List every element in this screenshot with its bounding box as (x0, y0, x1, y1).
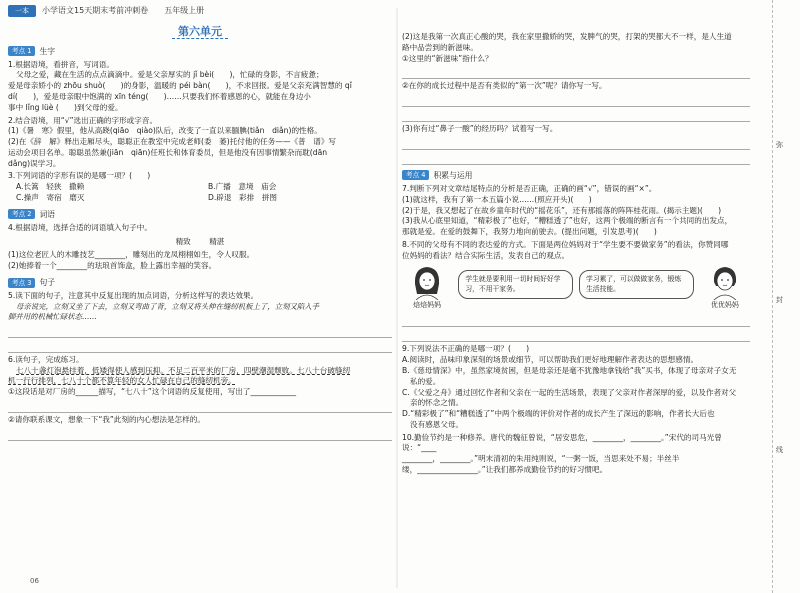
question-title: 2.结合语境，用“√”选出正确的字形或字音。 (8, 115, 158, 125)
person-right (700, 264, 750, 311)
option-c: C.《父爱之舟》通过回忆作者和父亲在一起的生活场景，表现了父亲对作者深厚的爱，以及作者对父 (402, 387, 737, 397)
question-text: ________，________。”明末清初的朱用纯则说，“一粥一饭，当思来处不易；半丝半 (402, 454, 680, 464)
question-title: 9.下列说法不正确的是哪一项？( ) (402, 344, 530, 354)
question-text: 位妈妈的看法？结合实际生活，发表自己的观点。 (402, 250, 570, 260)
answer-line[interactable] (402, 152, 750, 165)
option-a: A.长篙 轻狭 撒赖 (16, 182, 85, 192)
question-text: (3)我从心底里知道，“精彩极了”也好，“糟糕透了”也好，这两个极端的断言有一个共同的出发点， (402, 216, 733, 226)
speech-bubble: 学生就是要利用一切时间好好学习，不用干家务。 (458, 270, 573, 298)
question-text: 爱是母亲娇小的 zhōu shuò( )的身影，温暖的 péi bàn( )，不求回报。爱是父亲充满智慧的 qǐ (8, 81, 352, 91)
section-header-2 (8, 209, 392, 220)
question-text: (1)这位老匠人的木雕技艺________，雕刻出的龙凤栩栩如生，令人叹服。 (8, 250, 255, 260)
word-bank-item: 精致 (175, 236, 191, 246)
question-2 (8, 116, 392, 170)
section-title: 生字 (39, 46, 56, 56)
person-name: 优优妈妈 (710, 301, 739, 310)
person-left (402, 264, 452, 311)
left-column (8, 0, 392, 443)
question-text: (2)在《辞 解》释出走厢尽头，聪聪正在教室中完成老师(委 萎)托付他的任务——《普 谱》写 (8, 137, 337, 147)
option-b: B.《慈母情深》中，虽然家境贫困，但是母亲还是毫不犹豫地拿钱给“我”买书，体现了母亲对子女无 (402, 365, 737, 375)
question-text: 10.勤俭节约是一种修养。唐代的魏征曾说，“居安思危，________，________。”宋代的司马光曾说：“____ (402, 432, 722, 453)
section-tag: 考点 2 (8, 209, 35, 219)
section-header-1 (8, 46, 392, 57)
margin-char: 弥 (776, 141, 783, 149)
question-title: 3.下列词语的字形有误的是哪一项？( ) (8, 171, 151, 181)
margin-char: 线 (776, 446, 783, 454)
question-9 (402, 344, 750, 430)
right-column (402, 30, 750, 478)
section-header-3 (8, 277, 392, 288)
question-text: ①这段话是对厂房的______描写，“七八十”这个词语的反复使用，写出了____________ (8, 387, 297, 397)
section-title: 句子 (39, 278, 56, 288)
answer-line[interactable] (402, 94, 750, 107)
question-text: ②请你联系课文，想象一下“我”此刻的内心想法是怎样的。 (8, 415, 205, 425)
answer-line[interactable] (8, 428, 392, 441)
answer-line[interactable] (8, 400, 392, 413)
question-title: 6.读句子，完成练习。 (8, 354, 84, 364)
option-d-cont: 没有感恩父母。 (410, 419, 464, 429)
question-text: 运动会项目名单。聪聪虽然兼(jiān qiān)任班长和体育委员，但是他没有因事情繁杂而耽(dān (8, 147, 328, 157)
answer-line[interactable] (402, 109, 750, 122)
question-title: 7.判断下列对文章结尾特点的分析是否正确，正确的画“√”，错误的画“×”。 (402, 183, 657, 193)
question-3 (8, 171, 392, 203)
answer-line[interactable] (402, 137, 750, 150)
section-title: 词语 (39, 209, 56, 219)
question-6 (8, 355, 392, 441)
mother-avatar-icon (410, 264, 444, 300)
margin-char: 封 (776, 296, 783, 304)
word-bank-item: 精湛 (209, 236, 225, 246)
question-7 (402, 184, 750, 238)
speech-bubble: 学习累了，可以做做家务，锻炼生活技能。 (579, 270, 694, 298)
opinion-illustration (402, 264, 750, 311)
question-text: dǎng)误学习。 (8, 158, 61, 168)
person-name: 焙焙妈妈 (413, 301, 442, 310)
option-b: B.广播 意境 庙会 (208, 182, 277, 192)
question-text: (2)于是，我又想起了在故乡童年时代的“摇花乐”，还有那摇落的阵阵桂花雨。(揭示主题)( ) (402, 205, 722, 215)
option-c-cont: 亲的怀念之情。 (410, 398, 464, 408)
answer-line[interactable] (402, 314, 750, 327)
question-8 (402, 240, 750, 343)
question-text: 事中 lǐng lüè ( )到父母的爱。 (8, 102, 123, 112)
book-title: 小学语文15天期末考前冲刺卷 (42, 6, 149, 16)
question-text: (3)你有过“鼻子一酸”的经历吗？试着写一写。 (402, 124, 558, 134)
option-b-cont: 私的爱。 (410, 376, 441, 386)
brand-logo: 一本 (8, 5, 36, 17)
question-text: 七八十盏灯泡悬挂着，低矮得使人感到压抑。不足二百平米的厂房，四壁潮湿颓败。七八十台破缝纫 (16, 365, 351, 375)
question-text: (2)这是我第一次真正心酸的哭，我在家里撒娇的哭，发脾气的哭，打架的哭都大不一样，是人生道 (402, 32, 732, 41)
option-d: D.辟退 彩排 拼图 (208, 193, 278, 203)
question-text: dí( )，爱是母亲眼中饱满的 xīn téng( )……只要我们怀着感恩的心，就能在身边小 (8, 92, 311, 102)
question-title: 5.读下面的句子，注意其中反复出现的加点词语，分析这样写的表达效果。 (8, 291, 259, 301)
question-text: ②在你的成长过程中是否有类似的“第一次”呢？请你写一写。 (402, 81, 607, 91)
answer-line[interactable] (402, 329, 750, 342)
page-binding-gutter (396, 8, 398, 588)
word-bank (8, 237, 392, 248)
question-text: ①这里的“新滋味”指什么？ (402, 53, 493, 63)
question-text: 机一行行排列，七八十个都不算年轻的女人忙碌在自己的缝纫机旁。 (8, 376, 236, 386)
answer-line[interactable] (8, 340, 392, 353)
section-header-4 (402, 170, 750, 181)
question-title: 1.根据语境，看拼音，写词语。 (8, 59, 114, 69)
mother-avatar-icon (708, 264, 742, 300)
question-text: 路中品尝到的新滋味。 (402, 42, 478, 52)
page-header (8, 0, 392, 22)
option-d: D.“精彩极了”和“糟糕透了”中两个极端的评价对作者的成长产生了深远的影响，作者长大后也 (402, 409, 715, 419)
question-10 (402, 433, 750, 476)
grade-label: 五年级上册 (164, 6, 205, 16)
unit-title: 第六单元 (8, 24, 392, 40)
quoted-passage: 母亲说完，立刻又坐了下去，立刻又弯曲了背，立刻又将头伸在缝纫机板上了，立刻又陷入手 (16, 301, 320, 311)
question-text: 缕，________________。”让我们都养成勤俭节约的好习惯吧。 (402, 464, 608, 474)
question-5 (8, 291, 392, 353)
option-a: A.阅读时，品味印象深刻的场景或细节，可以帮助我们更好地理解作者表达的思想感情。 (402, 355, 699, 365)
section-title: 积累与运用 (433, 170, 473, 180)
question-1 (8, 60, 392, 114)
question-text: 那就是爱。在爱的鼓舞下，我努力地向前驶去。(提出问题，引发思考)( ) (402, 227, 657, 237)
question-title: 8.不同的父母有不同的表达爱的方式。下面是两位妈妈对于“学生要不要做家务”的看法，你赞同哪 (402, 239, 729, 249)
option-c: C.操声 寄宿 磨灭 (16, 193, 85, 203)
question-text: 父母之爱，藏在生活的点点滴滴中。爱是父亲厚实的 jǐ bèi( )，忙碌的身影，不言疲惫； (16, 70, 324, 80)
question-title: 4.根据语境，选择合适的词语填入句子中。 (8, 222, 152, 232)
section-tag: 考点 1 (8, 46, 35, 56)
page-number: 06 (30, 577, 39, 585)
section-tag: 考点 4 (402, 170, 429, 180)
seal-line-margin (772, 0, 787, 593)
question-text: (1)就这样，我有了第一本五篇小说……(照应开头)( ) (402, 194, 592, 204)
question-text: (2)她捧着一个________的珐琅首饰盒，脸上露出幸福的笑容。 (8, 261, 217, 271)
section-tag: 考点 3 (8, 278, 35, 288)
question-4 (8, 223, 392, 272)
quoted-passage: 脚并用的机械忙碌状态…… (8, 312, 97, 322)
question-continued (402, 32, 750, 165)
answer-line[interactable] (402, 66, 750, 79)
question-text: (1)《暑 寒》假里，他从高跷(qiāo qiào)队后，改变了一直以来腼腆(tiǎn diǎn)的性格。 (8, 126, 322, 136)
answer-line[interactable] (8, 325, 392, 338)
